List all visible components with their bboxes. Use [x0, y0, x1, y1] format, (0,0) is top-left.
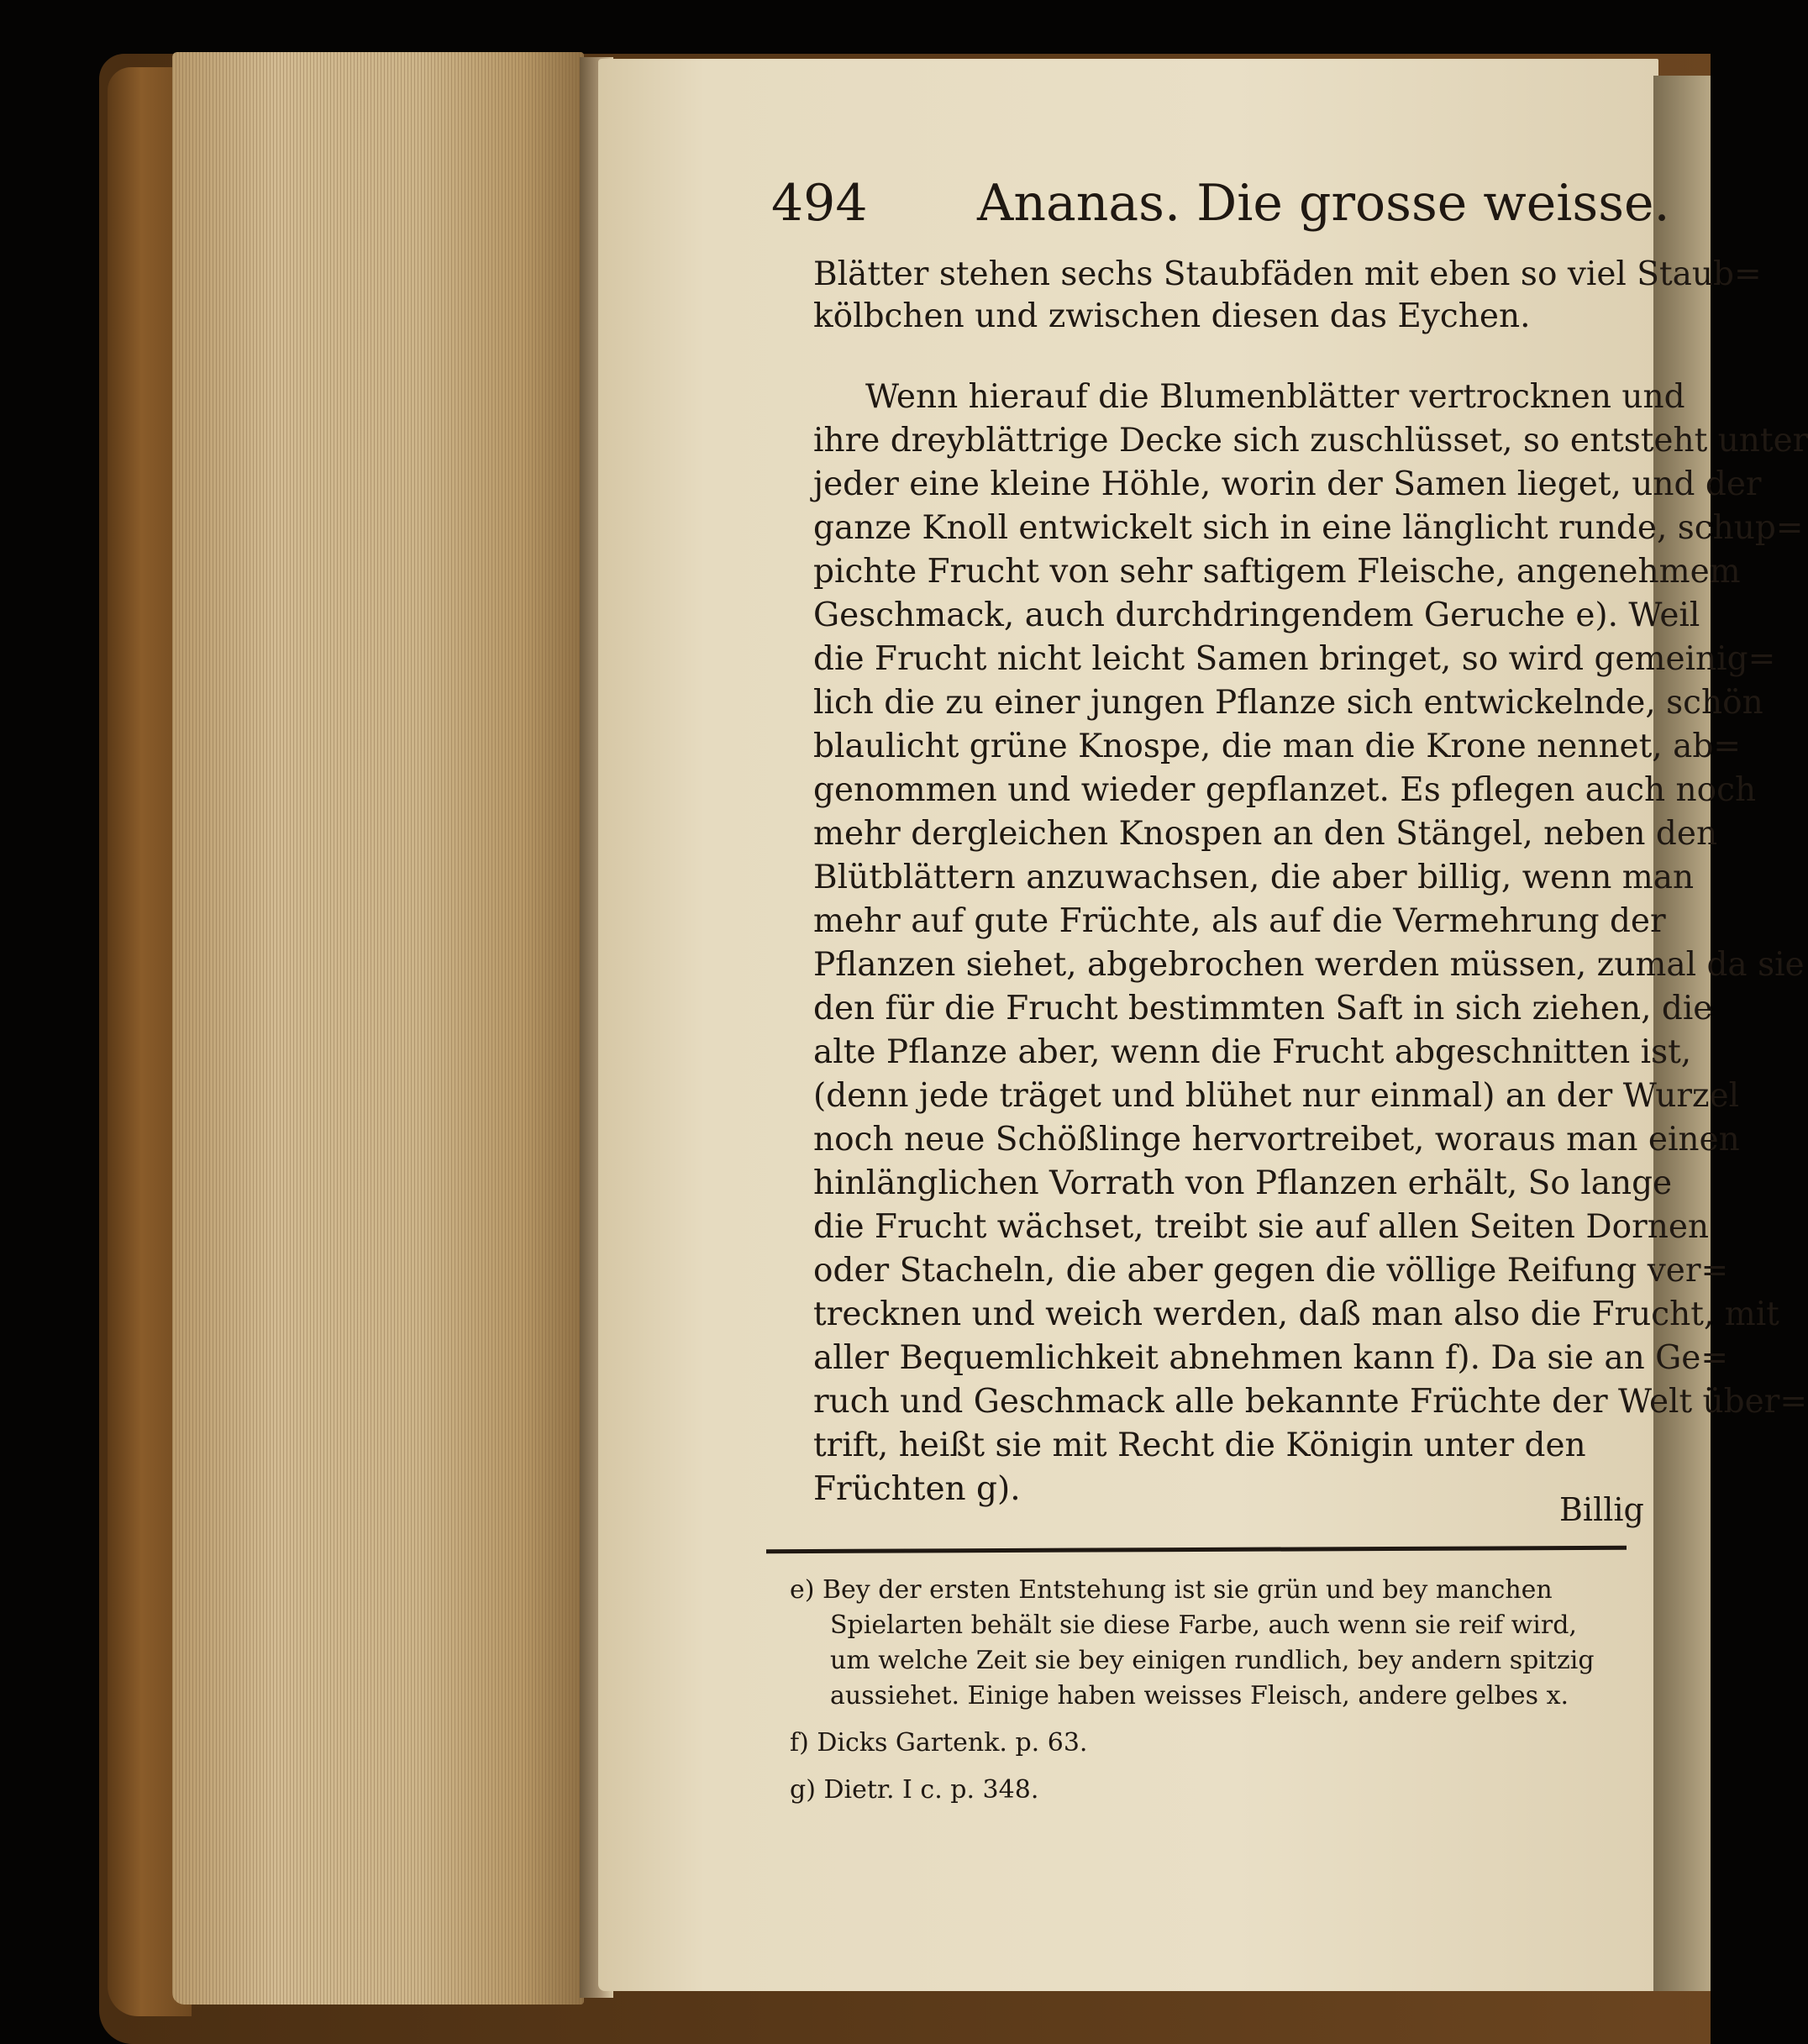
- body-line: (denn jede träget und blühet nur einmal) an der Wurzel: [813, 1077, 1740, 1115]
- body-line: Früchten g).: [813, 1470, 1021, 1508]
- body-line: noch neue Schößlinge hervortreibet, woraus man einen: [813, 1121, 1740, 1159]
- footnote-line: Spielarten behält sie diese Farbe, auch wenn sie reif wird,: [830, 1611, 1577, 1640]
- body-line: blaulicht grüne Knospe, die man die Krone nennet, ab=: [813, 728, 1741, 765]
- body-line: ihre dreyblättrige Decke sich zuschlüsset, so entsteht unter: [813, 422, 1808, 460]
- footnote-line: e) Bey der ersten Entstehung ist sie grün und bey manchen: [790, 1575, 1553, 1605]
- footnote-line: aussiehet. Einige haben weisses Fleisch, andere gelbes x.: [830, 1681, 1569, 1710]
- body-line: jeder eine kleine Höhle, worin der Samen lieget, und der: [813, 465, 1762, 503]
- body-line: genommen und wieder gepflanzet. Es pflegen auch noch: [813, 771, 1757, 809]
- body-line: aller Bequemlichkeit abnehmen kann f). Da sie an Ge=: [813, 1339, 1728, 1377]
- body-line: mehr auf gute Früchte, als auf die Vermehrung der: [813, 902, 1666, 940]
- body-line: mehr dergleichen Knospen an den Stängel, neben den: [813, 815, 1718, 853]
- body-line: alte Pflanze aber, wenn die Frucht abgeschnitten ist,: [813, 1033, 1692, 1071]
- body-line: trift, heißt sie mit Recht die Königin unter den: [813, 1427, 1586, 1464]
- body-line: die Frucht nicht leicht Samen bringet, so wird gemeinig=: [813, 640, 1776, 678]
- body-line: hinlänglichen Vorrath von Pflanzen erhält, So lange: [813, 1164, 1673, 1202]
- body-line: lich die zu einer jungen Pflanze sich entwickelnde, schön: [813, 684, 1763, 722]
- body-line: den für die Frucht bestimmten Saft in sich ziehen, die: [813, 990, 1713, 1027]
- body-line: Wenn hierauf die Blumenblätter vertrocknen und: [865, 378, 1685, 416]
- page-title: Ananas. Die grosse weisse.: [977, 174, 1670, 233]
- page-number: 494: [771, 174, 868, 233]
- footnote-line: f) Dicks Gartenk. p. 63.: [790, 1728, 1088, 1758]
- running-head: [771, 170, 1670, 237]
- body-line: Pflanzen siehet, abgebrochen werden müssen, zumal da sie: [813, 946, 1805, 984]
- body-line: ruch und Geschmack alle bekannte Früchte der Welt über=: [813, 1383, 1808, 1421]
- footnote-rule: [766, 1546, 1627, 1553]
- body-line: Blütblättern anzuwachsen, die aber billig, wenn man: [813, 859, 1695, 896]
- body-line: ganze Knoll entwickelt sich in eine länglicht runde, schup=: [813, 509, 1804, 547]
- body-line: pichte Frucht von sehr saftigem Fleische, angenehmem: [813, 553, 1741, 591]
- body-line: kölbchen und zwischen diesen das Eychen.: [813, 297, 1531, 335]
- catchword: Billig: [1559, 1491, 1644, 1528]
- body-line: trecknen und weich werden, daß man also die Frucht, mit: [813, 1295, 1779, 1333]
- body-line: Geschmack, auch durchdringendem Geruche e). Weil: [813, 596, 1700, 634]
- body-line: oder Stacheln, die aber gegen die völlige Reifung ver=: [813, 1252, 1729, 1290]
- footnote-line: um welche Zeit sie bey einigen rundlich, bey andern spitzig: [830, 1646, 1595, 1675]
- body-line: Blätter stehen sechs Staubfäden mit eben so viel Staub=: [813, 255, 1762, 293]
- body-line: die Frucht wächset, treibt sie auf allen Seiten Dornen: [813, 1208, 1710, 1246]
- footnote-line: g) Dietr. I c. p. 348.: [790, 1775, 1039, 1805]
